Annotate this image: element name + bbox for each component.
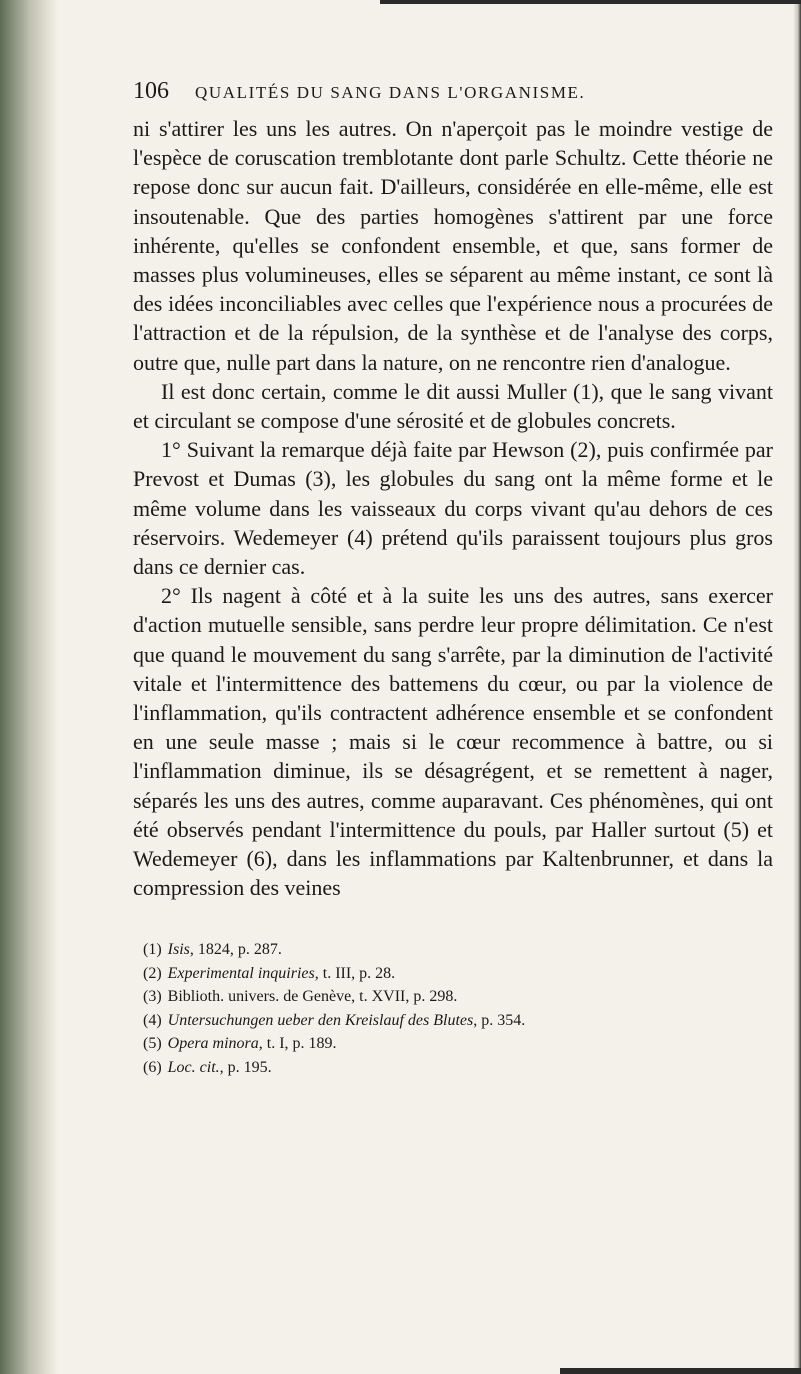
book-page: [133, 78, 773, 1079]
footnote: (4) Untersuchungen ueber den Kreislauf des Blutes, p. 354.: [143, 1011, 526, 1029]
footnote: (5) Opera minora, t. I, p. 189.: [143, 1035, 337, 1053]
footnote: (2) Experimental inquiries, t. III, p. 28.: [143, 964, 396, 982]
page-header: [133, 78, 773, 114]
body-text: [133, 114, 773, 902]
footnote: (1) Isis, 1824, p. 287.: [143, 941, 282, 959]
paragraph: 1° Suivant la remarque déjà faite par Hewson (2), puis confirmée par Prevost et Dumas (3), les globules du sang ont la même forme et le même volume dans les vaisseaux du corps vivant qu'au dehors de ces réservoirs. Wedemeyer (4) prétend qu'ils paraissent toujours plus gros dans ce dernier cas.: [133, 437, 773, 580]
footnote: (6) Loc. cit., p. 195.: [143, 1058, 272, 1076]
scan-top-border: [380, 0, 801, 4]
footnotes: [133, 938, 773, 1079]
paragraph: 2° Ils nagent à côté et à la suite les uns des autres, sans exercer d'action mutuelle sensible, sans perdre leur propre délimitation. Ce n'est que quand le mouvement du sang s'arrête, par la diminution de l'activité vitale et l'intermittence des battemens du cœur, ou par la violence de l'inflammation, qu'ils contractent adhérence ensemble et se confondent en une seule masse ; mais si le cœur recommence à battre, ou si l'inflammation diminue, ils se désagrégent, et se remettent à nager, séparés les uns des autres, comme auparavant. Ces phénomènes, qui ont été observés pendant l'intermittence du pouls, par Haller surtout (5) et Wedemeyer (6), dans les inflammations par Kaltenbrunner, et dans la compression des veines: [133, 583, 773, 901]
page-edge-shadow: [793, 0, 801, 1374]
paragraph: ni s'attirer les uns les autres. On n'aperçoit pas le moindre vestige de l'espèce de coruscation tremblotante dont parle Schultz. Cette théorie ne repose donc sur aucun fait. D'ailleurs, considérée en elle-même, elle est insoutenable. Que des parties homogènes s'attirent par une force inhérente, qu'elles se confondent ensemble, et que, sans former de masses plus volumineuses, elles se séparent au même instant, ce sont là des idées inconciliables avec celles que l'expérience nous a procurées de l'attraction et de la répulsion, de la synthèse et de l'analyse des corps, outre que, nulle part dans la nature, on ne rencontre rien d'analogue.: [133, 116, 773, 375]
page-number: 106: [133, 78, 169, 104]
footnote: (3) Biblioth. univers. de Genève, t. XVII, p. 298.: [143, 988, 458, 1006]
scan-bottom-border: [560, 1368, 801, 1374]
running-title: QUALITÉS DU SANG DANS L'ORGANISME.: [195, 83, 586, 102]
paragraph: Il est donc certain, comme le dit aussi Muller (1), que le sang vivant et circulant se compose d'une sérosité et de globules concrets.: [133, 378, 773, 434]
binding-gutter: [0, 0, 58, 1374]
